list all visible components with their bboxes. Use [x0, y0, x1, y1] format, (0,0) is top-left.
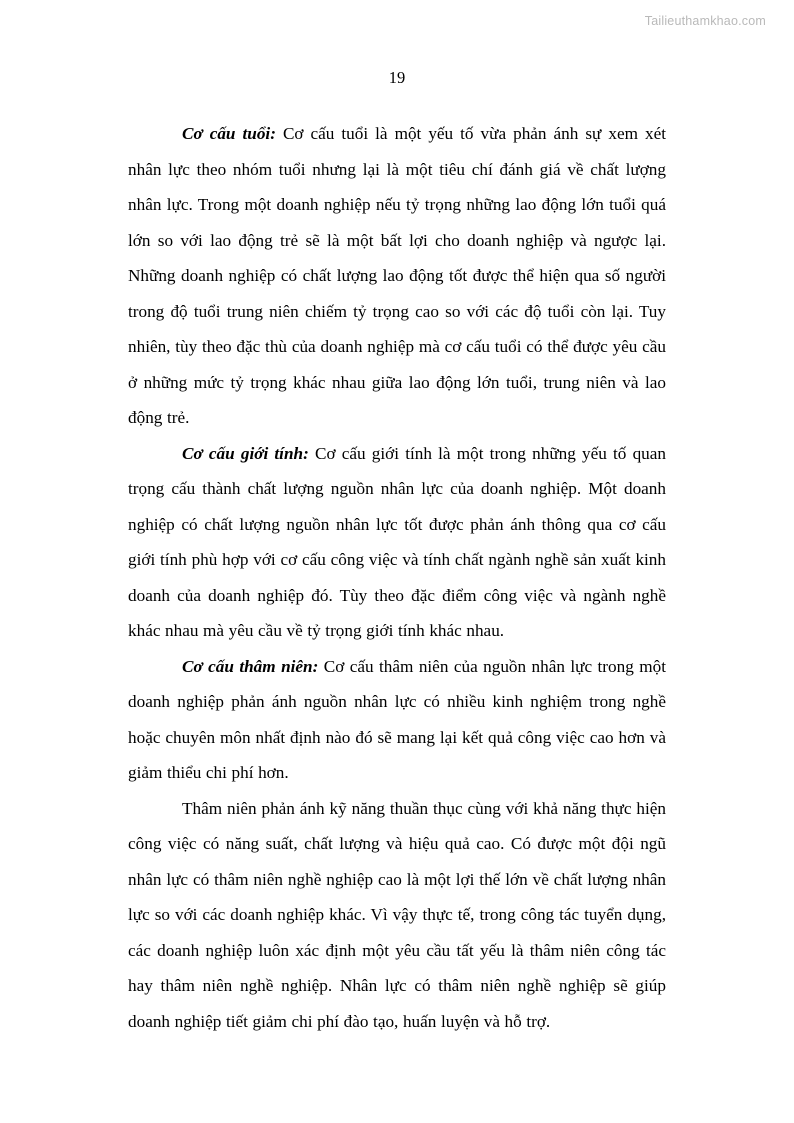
paragraph [128, 436, 666, 649]
paragraph-lead: Cơ cấu tuổi: [182, 124, 276, 143]
paragraph [128, 116, 666, 436]
paragraph-text: Thâm niên phản ánh kỹ năng thuần thục cùng với khả năng thực hiện công việc có năng suất, chất lượng và hiệu quả cao. Có được một đội ngũ nhân lực có thâm niên nghề nghiệp cao là một lợi thế lớn về chất lượng nhân lực so với các doanh nghiệp khác. Vì vậy thực tế, trong công tác tuyển dụng, các doanh nghiệp luôn xác định một yêu cầu tất yếu là thâm niên công tác hay thâm niên nghề nghiệp. Nhân lực có thâm niên nghề nghiệp sẽ giúp doanh nghiệp tiết giảm chi phí đào tạo, huấn luyện và hỗ trợ. [128, 798, 666, 1031]
paragraph-text: Cơ cấu tuổi là một yếu tố vừa phản ánh sự xem xét nhân lực theo nhóm tuổi nhưng lại là một tiêu chí đánh giá về chất lượng nhân lực. Trong một doanh nghiệp nếu tỷ trọng những lao động lớn tuổi quá lớn so với lao động trẻ sẽ là một bất lợi cho doanh nghiệp và ngược lại. Những doanh nghiệp có chất lượng lao động tốt được thể hiện qua số người trong độ tuổi trung niên chiếm tỷ trọng cao so với các độ tuổi còn lại. Tuy nhiên, tùy theo đặc thù của doanh nghiệp mà cơ cấu tuổi có thể được yêu cầu ở những mức tỷ trọng khác nhau giữa lao động lớn tuổi, trung niên và lao động trẻ. [128, 124, 666, 427]
watermark-text: Tailieuthamkhao.com [644, 14, 766, 28]
page-number: 19 [388, 68, 406, 87]
paragraph-lead: Cơ cấu giới tính: [182, 443, 309, 463]
paragraph-text: Cơ cấu giới tính là một trong những yếu tố quan trọng cấu thành chất lượng nguồn nhân lực của doanh nghiệp. Một doanh nghiệp có chất lượng nguồn nhân lực tốt được phản ánh thông qua cơ cấu giới tính phù hợp với cơ cấu công việc và tính chất ngành nghề sản xuất kinh doanh của doanh nghiệp đó. Tùy theo đặc điểm công việc và ngành nghề khác nhau mà yêu cầu về tỷ trọng giới tính khác nhau. [128, 443, 666, 640]
paragraph [128, 791, 666, 1040]
paragraph [128, 649, 666, 791]
paragraph-lead: Cơ cấu thâm niên: [182, 656, 319, 676]
paragraph-text: Cơ cấu thâm niên của nguồn nhân lực trong một doanh nghiệp phản ánh nguồn nhân lực có nhiều kinh nghiệm trong nghề hoặc chuyên môn nhất định nào đó sẽ mang lại kết quả công việc cao hơn và giảm thiểu chi phí hơn. [128, 656, 666, 782]
document-body [128, 116, 666, 1039]
